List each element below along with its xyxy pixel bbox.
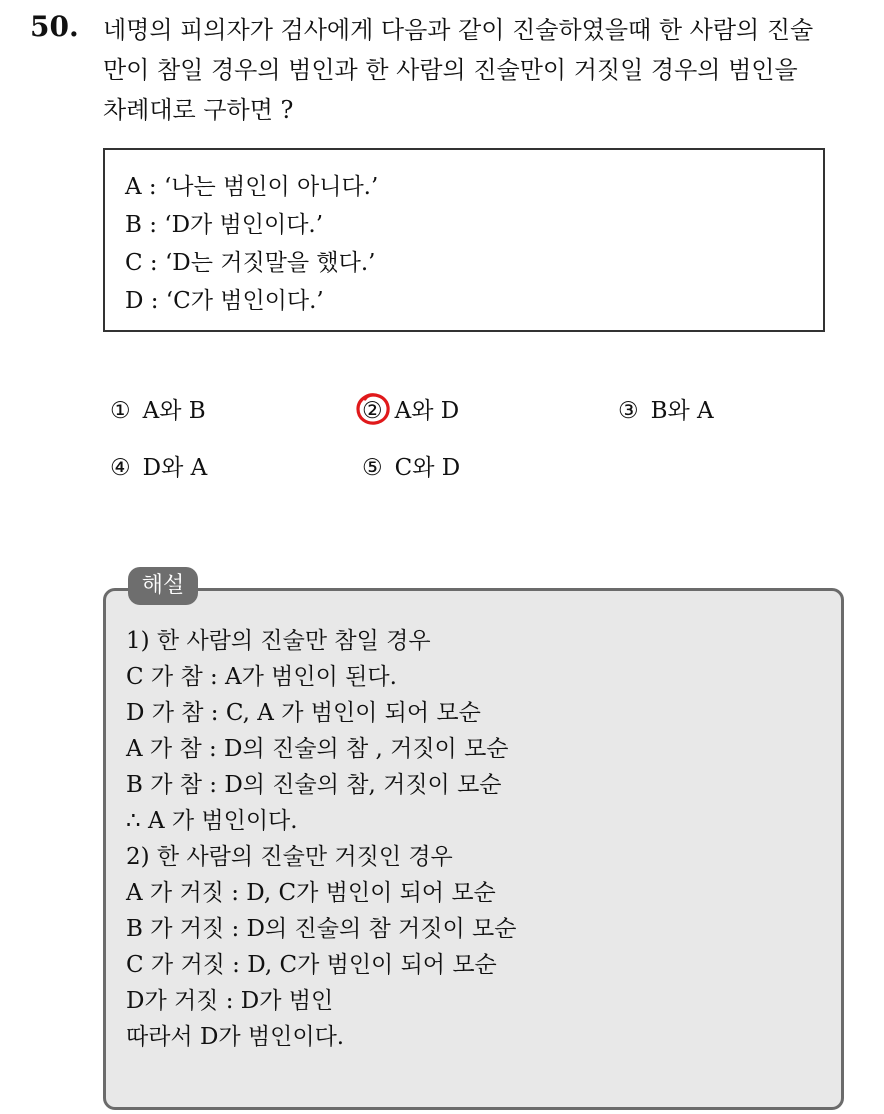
explanation-line: B 가 참 : D의 진술의 참, 거짓이 모순 xyxy=(126,772,502,798)
explanation-line: 1) 한 사람의 진술만 참일 경우 xyxy=(126,628,431,654)
explanation-title: 해설 xyxy=(128,567,198,605)
explanation-line: 따라서 D가 범인이다. xyxy=(126,1024,345,1050)
choice-label: D와 A xyxy=(142,455,208,481)
answer-circle-mark xyxy=(355,391,391,427)
question-line: 차례대로 구하면 ? xyxy=(103,96,294,124)
explanation-box xyxy=(103,588,844,1110)
choice-number: ① xyxy=(110,398,131,424)
explanation-line: 2) 한 사람의 진술만 거짓인 경우 xyxy=(126,844,453,870)
statement-a: A : ‘나는 범인이 아니다.’ xyxy=(125,174,379,200)
choice-label: B와 A xyxy=(650,398,714,424)
choice-4[interactable] xyxy=(110,453,207,483)
explanation-line: ∴ A 가 범인이다. xyxy=(126,808,298,834)
question-line: 네명의 피의자가 검사에게 다음과 같이 진술하였을때 한 사람의 진술 xyxy=(103,16,814,44)
explanation-line: A 가 거짓 : D, C가 범인이 되어 모순 xyxy=(126,880,496,906)
explanation-line: C 가 참 : A가 범인이 된다. xyxy=(126,664,397,690)
choice-number: ③ xyxy=(618,398,639,424)
choice-label: C와 D xyxy=(394,455,461,481)
explanation-line: D가 거짓 : D가 범인 xyxy=(126,988,334,1014)
choice-3[interactable] xyxy=(618,396,714,426)
question-number: 50. xyxy=(30,10,79,43)
choice-label: A와 D xyxy=(394,398,460,424)
choice-number: ⑤ xyxy=(362,455,383,481)
explanation-line: C 가 거짓 : D, C가 범인이 되어 모순 xyxy=(126,952,497,978)
choice-5[interactable] xyxy=(362,453,460,483)
choice-number: ④ xyxy=(110,455,131,481)
statement-c: C : ‘D는 거짓말을 했다.’ xyxy=(125,250,376,276)
question-text xyxy=(103,10,873,130)
statement-d: D : ‘C가 범인이다.’ xyxy=(125,288,324,314)
explanation-line: D 가 참 : C, A 가 범인이 되어 모순 xyxy=(126,700,481,726)
explanation-line: B 가 거짓 : D의 진술의 참 거짓이 모순 xyxy=(126,916,517,942)
statement-box xyxy=(103,148,825,332)
choice-1[interactable] xyxy=(110,396,206,426)
question-line: 만이 참일 경우의 범인과 한 사람의 진술만이 거짓일 경우의 범인을 xyxy=(103,56,798,84)
choice-label: A와 B xyxy=(142,398,206,424)
explanation-line: A 가 참 : D의 진술의 참 , 거짓이 모순 xyxy=(126,736,509,762)
statement-b: B : ‘D가 범인이다.’ xyxy=(125,212,324,238)
choice-number: ② xyxy=(362,398,383,424)
